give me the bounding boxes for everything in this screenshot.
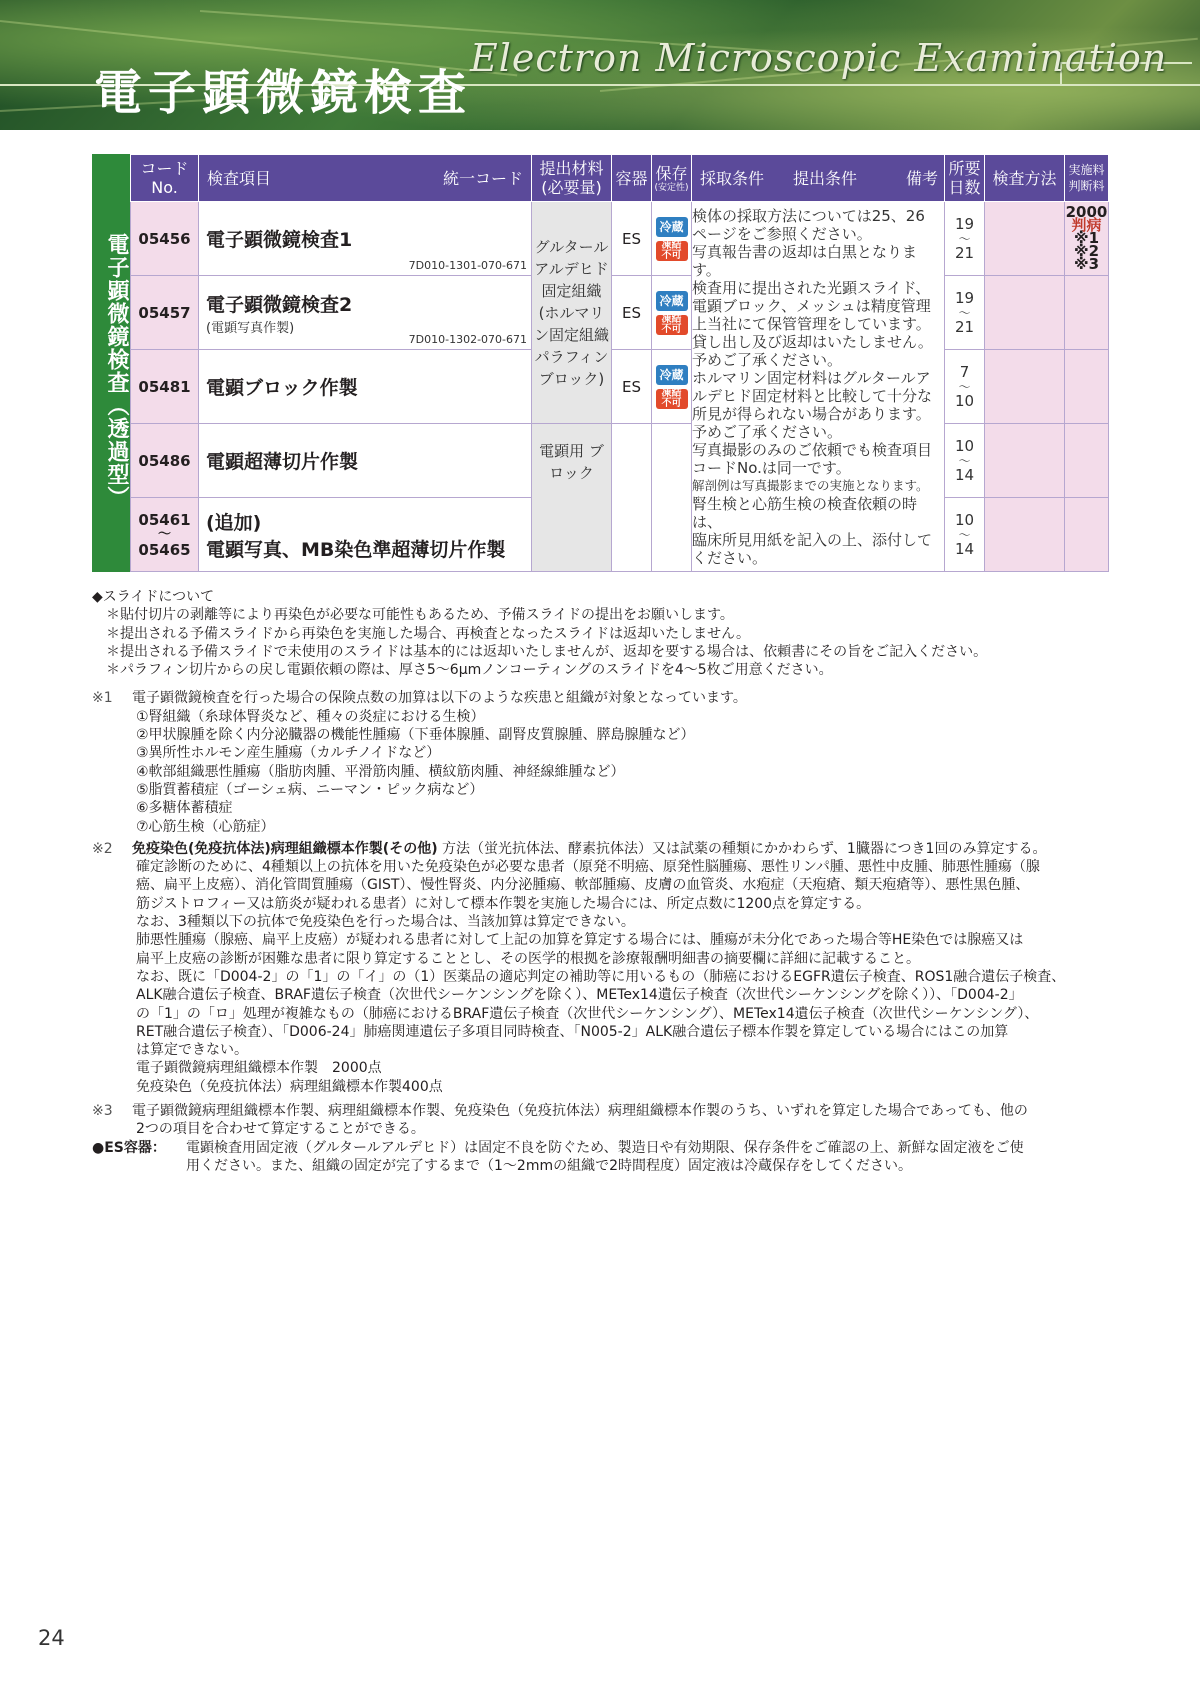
note-line: 電顕ブロック、メッシュは精度管理: [692, 296, 931, 315]
es-line: 用ください。また、組織の固定が完了するまで（1～2mmの組織で2時間程度）固定液は冷蔵保存をしてください。: [186, 1157, 912, 1174]
note-line: 検査用に提出された光顕スライド、: [692, 278, 931, 297]
fee-note: ※2: [1073, 242, 1100, 260]
days-tilde: 〜: [958, 305, 971, 320]
note-line: 所見が得られない場合があります。: [692, 404, 931, 423]
material-fixed-tissue: グルタール アルデヒド 固定組織 (ホルマリ ン固定組織 パラフィン ブロック): [532, 202, 612, 424]
item-name: 電顕ブロック作製: [206, 377, 358, 399]
note-line: ホルマリン固定材料はグルタールア: [692, 368, 931, 387]
conditions-notes: [692, 202, 945, 572]
row-days: [945, 498, 985, 572]
slide-note: ＊提出される予備スライドで未使用のスライドは基本的には返却いたしませんが、返却を要する場合は、依頼書にその旨をご記入ください。: [106, 643, 988, 660]
storage-empty: [652, 424, 692, 572]
days-from: 10: [954, 436, 975, 455]
row-days: [945, 276, 985, 350]
header-storage-sub: (安定性): [654, 182, 689, 193]
es-heading: ●ES容器：: [92, 1139, 166, 1156]
row-days: [945, 350, 985, 424]
header-item-label: 検査項目: [207, 168, 272, 188]
note1-text: 電子顕微鏡検査を行った場合の保険点数の加算は以下のような疾患と組織が対象となっています。: [132, 690, 747, 707]
header-collection: 採取条件: [700, 168, 765, 188]
no-freeze-badge: 凍結 不可: [656, 241, 688, 261]
code-from: 05461: [138, 510, 191, 529]
note2-line: は算定できない。: [136, 1042, 248, 1059]
days-tilde: 〜: [958, 527, 971, 542]
header-code-no: コード No.: [131, 155, 199, 202]
slide-note: ＊貼付切片の剥離等により再染色が必要な可能性もあるため、予備スライドの提出をお願いします。: [106, 607, 734, 624]
container-type: ES: [612, 202, 652, 276]
header-banner: [0, 0, 1200, 130]
row-fee: [1065, 424, 1109, 498]
note-line: ルデヒド固定材料と比較して十分な: [692, 386, 933, 405]
header-conditions: [692, 155, 945, 202]
note2-line: ALK融合遺伝子検査、BRAF遺伝子検査（次世代シーケンシングを除く）、METex14遺伝子検査（次世代シーケンシングを除く））、「D004-2」: [136, 987, 1023, 1004]
row-code: 05457: [131, 276, 199, 350]
es-container-note: [92, 1139, 1112, 1157]
note-line: 臨床所見用紙を記入の上、添付して: [692, 530, 933, 549]
fee-note: ※1: [1073, 229, 1100, 247]
table-row: [131, 276, 1109, 350]
note2-line: 免疫染色（免疫抗体法）病理組織標本作製400点: [136, 1078, 443, 1095]
note-line: 解剖例は写真撮影までの実施となります。: [692, 477, 929, 493]
page-title: 電子顕微鏡検査: [94, 65, 473, 121]
note2-heading: 免疫染色(免疫抗体法)病理組織標本作製(その他): [132, 840, 438, 857]
es-text: 電顕検査用固定液（グルタールアルデヒド）は固定不良を防ぐため、製造日や有効期限、保存条件をご確認の上、新鮮な固定液をご使: [186, 1139, 1024, 1156]
refrigerate-badge: 冷蔵: [656, 365, 688, 385]
item-name: 電子顕微鏡検査1: [206, 229, 353, 251]
days-from: 19: [954, 288, 975, 307]
days-to: 21: [954, 243, 975, 262]
row-method: [985, 350, 1065, 424]
row-code: 05486: [131, 424, 199, 498]
note3-text: 電子顕微鏡病理組織標本作製、病理組織標本作製、免疫染色（免疫抗体法）病理組織標本作製のうち、いずれを算定した場合であっても、他の: [132, 1103, 1028, 1120]
note1: [92, 689, 1112, 707]
note3-line: 2つの項目を合わせて算定することができる。: [136, 1121, 425, 1138]
note2-line: 肺悪性腫瘍（腺癌、扁平上皮癌）が疑われる患者に対して上記の加算を算定する場合には、腫瘍が未分化であった場合等HE染色では腺癌又は: [136, 932, 1024, 949]
fee-note: ※3: [1073, 255, 1100, 273]
note2-heading-rest: 方法（蛍光抗体法、酵素抗体法）又は試薬の種類にかかわらず、1臓器につき1回のみ算定する。: [442, 840, 1047, 857]
note2-line: 電子顕微鏡病理組織標本作製 2000点: [136, 1060, 382, 1077]
row-item: [199, 424, 532, 498]
days-from: 19: [954, 214, 975, 233]
row-item: [199, 276, 532, 350]
section-side-label: 電子顕微鏡検査（透過型）: [92, 154, 130, 572]
days-from: 7: [959, 362, 970, 381]
storage-badges: [652, 202, 692, 276]
note2-line: なお、3種類以下の抗体で免疫染色を行った場合は、当該加算は算定できない。: [136, 914, 635, 931]
days-from: 10: [954, 510, 975, 529]
row-method: [985, 202, 1065, 276]
header-unified-code: 統一コード: [442, 168, 523, 188]
row-days: [945, 202, 985, 276]
container-empty: [612, 424, 652, 572]
fee-kind: 判病: [1071, 216, 1102, 234]
item-sub: (電顕写真作製): [206, 320, 295, 336]
header-storage: [652, 155, 692, 202]
material-em-block: 電顕用 ブロック: [532, 424, 612, 572]
item-name-prefix: (追加): [206, 511, 262, 534]
storage-badges: [652, 350, 692, 424]
header-item: [199, 155, 532, 202]
row-method: [985, 498, 1065, 572]
days-to: 21: [954, 317, 975, 336]
refrigerate-badge: 冷蔵: [656, 291, 688, 311]
note1-item: ⑤脂質蓄積症（ゴーシェ病、ニーマン・ピック病など）: [136, 781, 484, 798]
row-days: [945, 424, 985, 498]
no-freeze-badge: 凍結 不可: [656, 315, 688, 335]
note-line: 写真撮影のみのご依頼でも検査項目: [692, 440, 933, 459]
note2-line: 筋ジストロフィー又は筋炎が疑われる患者）に対して標本作製を実施した場合には、所定点数に1200点を算定する。: [136, 895, 871, 912]
days-tilde: 〜: [958, 453, 971, 468]
container-type: ES: [612, 276, 652, 350]
note2-line: RET融合遺伝子検査）、「D006-24」肺癌関連遺伝子多項目同時検査、「N005-2」ALK融合遺伝子標本作製を算定している場合にはこの加算: [136, 1023, 1009, 1040]
row-code: 05481: [131, 350, 199, 424]
note-line: 予めご了承ください。: [692, 350, 843, 369]
no-freeze-badge: 凍結 不可: [656, 389, 688, 409]
unified-code: 7D010-1301-070-671: [408, 259, 527, 272]
header-material: 提出材料 (必要量): [532, 155, 612, 202]
row-item: [199, 202, 532, 276]
row-code: [131, 498, 199, 572]
slide-note: ＊パラフィン切片からの戻し電顕依頼の際は、厚さ5～6μmノンコーティングのスライドを4～5枚ご用意ください。: [106, 662, 833, 679]
page-title-english: Electron Microscopic Examination: [470, 36, 1168, 80]
row-item: [199, 498, 532, 572]
note-line: 腎生検と心筋生検の検査依頼の時は、: [692, 494, 918, 531]
note2-line: 癌、扁平上皮癌）、消化管間質腫瘍（GIST）、慢性腎炎、内分泌腫瘍、軟部腫瘍、皮膚の血管炎、水疱症（天疱瘡、類天疱瘡等）、悪性黒色腫、: [136, 877, 1030, 894]
note1-item: ⑥多糖体蓄積症: [136, 800, 233, 817]
note1-item: ②甲状腺腫を除く内分泌臓器の機能性腫瘍（下垂体腺腫、副腎皮質腺腫、膵島腺腫など）: [136, 727, 695, 744]
note2-line: 確定診断のために、4種類以上の抗体を用いた免疫染色が必要な患者（原発不明癌、原発性脳腫瘍、悪性リンパ腫、悪性中皮腫、肺悪性腫瘍（腺: [136, 859, 1040, 876]
note-line: 検体の採取方法については25、26: [692, 206, 925, 225]
row-fee: [1065, 202, 1109, 276]
row-fee: [1065, 350, 1109, 424]
header-method: 検査方法: [985, 155, 1065, 202]
days-tilde: 〜: [958, 231, 971, 246]
footnotes: [92, 588, 1112, 1175]
item-name: 電顕写真、MB染色準超薄切片作製: [206, 538, 506, 561]
note2-line: なお、既に「D004-2」の「1」の「イ」の（1）医薬品の適応判定の補助等に用いるもの（肺癌におけるEGFR遺伝子検査、ROS1融合遺伝子検査、: [136, 968, 1066, 985]
container-type: ES: [612, 350, 652, 424]
storage-badges: [652, 276, 692, 350]
note-line: 予めご了承ください。: [692, 422, 843, 441]
note1-item: ⑦心筋生検（心筋症）: [136, 818, 275, 835]
note1-item: ③異所性ホルモン産生腫瘍（カルチノイドなど）: [136, 745, 441, 762]
note-line: 貸し出し及び返却はいたしません。: [692, 332, 933, 351]
header-days: 所要 日数: [945, 155, 985, 202]
slide-heading: ◆スライドについて: [92, 589, 215, 605]
item-name: 電顕超薄切片作製: [206, 451, 359, 473]
refrigerate-badge: 冷蔵: [656, 217, 688, 237]
note1-item: ④軟部組織悪性腫瘍（脂肪肉腫、平滑筋肉腫、横紋筋肉腫、神経線維腫など）: [136, 763, 625, 780]
row-code: 05456: [131, 202, 199, 276]
code-tilde: 〜: [157, 526, 171, 542]
days-to: 14: [954, 465, 975, 484]
header-submission: 提出条件: [792, 168, 857, 188]
item-name: 電子顕微鏡検査2: [206, 293, 353, 316]
page-number: 24: [38, 1626, 65, 1650]
header-storage-label: 保存: [655, 163, 688, 183]
unified-code: 7D010-1302-070-671: [408, 333, 527, 346]
exam-table: [130, 154, 1109, 572]
note1-item: ①腎組織（糸球体腎炎など、種々の炎症における生検）: [136, 708, 485, 725]
code-to: 05465: [138, 540, 191, 559]
days-to: 10: [954, 391, 975, 410]
note2-marker: ※2: [92, 840, 113, 857]
note3: [92, 1102, 1112, 1120]
note1-marker: ※1: [92, 690, 113, 707]
note-line: ページをご参照ください。: [692, 224, 872, 243]
table-row: [131, 350, 1109, 424]
note2-line: の「1」の「ロ」処理が複雑なもの（肺癌におけるBRAF遺伝子検査（次世代シーケンシング）、METex14遺伝子検査（次世代シーケンシング）、: [136, 1005, 1039, 1022]
note-line: 上当社にて保管管理をしています。: [692, 314, 931, 333]
row-item: [199, 350, 532, 424]
row-method: [985, 424, 1065, 498]
header-remarks: 備考: [905, 168, 938, 188]
row-method: [985, 276, 1065, 350]
table-row: [131, 202, 1109, 276]
note-line: ください。: [692, 548, 768, 567]
note-line: コードNo.は同一です。: [692, 458, 851, 477]
header-container: 容器: [612, 155, 652, 202]
header-fee: 実施料 判断料: [1065, 155, 1109, 202]
row-fee: [1065, 276, 1109, 350]
table-row: [131, 424, 1109, 498]
slide-note: ＊提出される予備スライドから再染色を実施した場合、再検査となったスライドは返却いたしません。: [106, 625, 750, 642]
note2-line: 扁平上皮癌の診断が困難な患者に限り算定することとし、その医学的根拠を診療報酬明細書の摘要欄に詳細に記載すること。: [136, 950, 920, 967]
note2: [92, 840, 1112, 858]
row-fee: [1065, 498, 1109, 572]
note3-marker: ※3: [92, 1103, 113, 1120]
note-line: 写真報告書の返却は白黒となります。: [692, 242, 918, 279]
days-tilde: 〜: [958, 379, 971, 394]
table-header-row: [131, 155, 1109, 202]
days-to: 14: [954, 539, 975, 558]
fee-points: 2000: [1065, 203, 1108, 221]
